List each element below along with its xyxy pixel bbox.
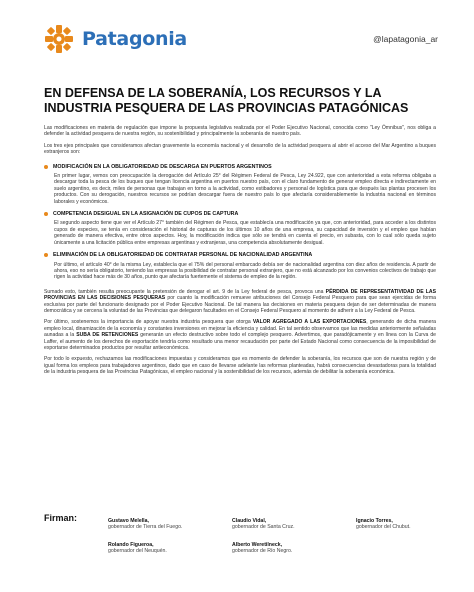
intro-paragraph: Los tres ejes principales que consideramos afectan gravemente la economía nacional y el desarrollo de la actividad pesquera al abrir el acceso del Mar Argentino a buques extranjeros son:: [44, 142, 436, 156]
emphasis-text: PÉRDIDA DE REPRESENTATIVIDAD DE LAS PROVINCIAS EN LAS DECISIONES PESQUERAS: [44, 288, 436, 302]
signer-name: Ignacio Torres,: [356, 518, 393, 524]
point-body: Por último, el artículo 40° de la misma Ley, establecía que el 75% del personal embarcado debía ser de nacionalidad argentina con diez años de residencia. A partir de ahora, eso no sería obligatorio, teniendo las empresas la posibilidad de contratar personal extranjero, que no está alcanzado por los convenios colectivos de trabajo que rigen la actividad hace más de 30 años, punto que afectaría fuertemente el sistema de empleo de la región.: [54, 261, 436, 281]
signer: [356, 518, 411, 531]
signer: [108, 518, 182, 531]
signer: [108, 542, 167, 555]
bullet-dot-icon: [44, 253, 48, 257]
signer-role: gobernador de Santa Cruz.: [232, 524, 295, 531]
emphasis-text: SUBA DE RETENCIONES: [76, 332, 139, 339]
signer-role: gobernador de Tierra del Fuego.: [108, 524, 183, 531]
closing-paragraph: Por todo lo expuesto, rechazamos las modificaciones impuestas y consideramos que es momento de defender la soberanía, los recursos que son de nuestra región y de igual forma los empleos para trabajadores argentinos, dado que en caso de llevarse adelante las reformas planteadas, habrá consecuencias devastadoras para la totalidad de la industria pesquera de las Provincias Patagónicas, el empleo nacional y la sostenibilidad de los recursos, además de debilitar la soberanía económica.: [44, 356, 436, 376]
emphasis-text: VALOR AGREGADO A LAS EXPORTACIONES: [252, 319, 367, 326]
signer: [232, 542, 292, 555]
signer-role: gobernador del Chubut.: [356, 524, 411, 531]
point-title: COMPETENCIA DESIGUAL EN LA ASIGNACIÓN DE CUPOS DE CAPTURA: [53, 211, 239, 218]
signer-name: Gustavo Melella,: [108, 518, 149, 524]
signatures-label: Firman:: [44, 513, 78, 523]
letter-body: [44, 125, 436, 381]
signatures-section: [44, 515, 436, 575]
intro-paragraph: Las modificaciones en materia de regulación que impone la propuesta legislativa realizada por el Poder Ejecutivo Nacional, conocida como "Ley Ómnibus", nos obliga a defender la actividad pesquera de nuestra región, su sostenibilidad y principalmente la soberanía de nuestro país.: [44, 125, 436, 138]
point-title: ELIMINACIÓN DE LA OBLIGATORIEDAD DE CONTRATAR PERSONAL DE NACIONALIDAD ARGENTINA: [53, 252, 313, 259]
brand-logo[interactable]: [44, 24, 187, 54]
signer-role: gobernador del Neuquén.: [108, 548, 167, 555]
point-title: MODIFICACIÓN EN LA OBLIGATORIEDAD DE DESCARGA EN PUERTOS ARGENTINOS: [53, 163, 272, 170]
signer-name: Alberto Weretilneck,: [232, 542, 283, 548]
signer-role: gobernador de Río Negro.: [232, 548, 293, 555]
patagonia-star-icon: [44, 24, 74, 54]
closing-paragraph: Sumado esto, también resulta preocupante la pretensión de derogar el art. 9 de la Ley federal de pesca, provoca una PÉRDIDA DE REPRESENTATIVIDAD DE LAS PROVINCIAS EN LAS DECISIONES PESQUERAS por cuanto la modificación remueve atribuciones del Consejo Federal Pesquero para que sean ejercidas de forma exclusiva por parte del funcionario designado por el Poder Ejecutivo Nacional. De tal manera las decisiones en materia pesquera dejan de ser determinadas de manera democrática y se cercena la voluntad de las Provincias que delegaron facultades en el Consejo Federal Pesquero al momento de adherir a la Ley Federal de Pesca.: [44, 288, 437, 314]
bullet-dot-icon: [44, 165, 48, 169]
closing-paragraph: Por último, sostenemos la importancia de apoyar nuestra industria pesquera que otorga VALOR AGREGADO A LAS EXPORTACIONES, generando de dicha manera empleo local, dinamización de la economía y constantes inversiones en mejorar la eficiencia y calidad. En tal sentido observamos que las medidas anteriormente señaladas aunadas a la SUBA DE RETENCIONES generarán un efecto destructivo sobre todo el complejo pesquero. Advertimos, que paradójicamente y en línea con la Curva de Laffer, el aumento de los derechos de exportación tendría como resultado una menor recaudación por parte del Estado Nacional como consecuencia de la imposibilidad de exportarse determinados productos por resultar antieconómicos.: [44, 319, 436, 351]
signer-name: Claudio Vidal,: [232, 518, 267, 524]
signer: [232, 518, 295, 531]
point-body: El segundo aspecto tiene que ver el Artículo 27° también del Régimen de Pesca, que establecía una modificación ya que, con anterioridad, para acceder a los distintos cupos de especies, se tenía en consideración el historial de capturas de los últimos 10 años de una empresa, su capacidad de inversión y el empleo que habían generado de manera efectiva, entre otros aspectos. Hoy, la modificación indica que sólo se tendrá en cuenta el precio, en subasta, con lo cual sólo queda sujeto únicamente a una licitación pública entre empresas argentinas y extranjeras, una competencia absolutamente desigual.: [54, 220, 436, 246]
bullet-dot-icon: [44, 212, 48, 216]
page-title: EN DEFENSA DE LA SOBERANÍA, LOS RECURSOS Y LA INDUSTRIA PESQUERA DE LAS PROVINCIAS PATAGÓNICAS: [44, 86, 409, 115]
header: [44, 24, 438, 58]
point-item: [44, 211, 436, 246]
signer-name: Rolando Figueroa,: [108, 542, 154, 548]
point-item: [44, 164, 436, 205]
point-item: [44, 252, 436, 281]
point-body: En primer lugar, vemos con preocupación la derogación del Artículo 25° del Régimen Federal de Pesca, Ley 24.922, que con anterioridad a esta reforma obligaba a descargar toda la pesca de los buques que tengan licencia argentina en puertos nuestro país, con el claro fundamento de generar empleo directa e indirectamente en suelo argentino, es decir, miles de personas que trabajan en torno a la actividad, como estibadores y personal de logística para que después las plantas procesen los productos. Con su derogación, nuestros recursos se podrían descargar fuera de nuestro país lo que afectaría considerablemente la industria nacional en términos laborales y económicos.: [54, 173, 436, 205]
brand-name: Patagonia: [82, 28, 187, 50]
closing-section: [44, 289, 436, 376]
social-handle[interactable]: @lapatagonia_ar: [373, 34, 438, 44]
